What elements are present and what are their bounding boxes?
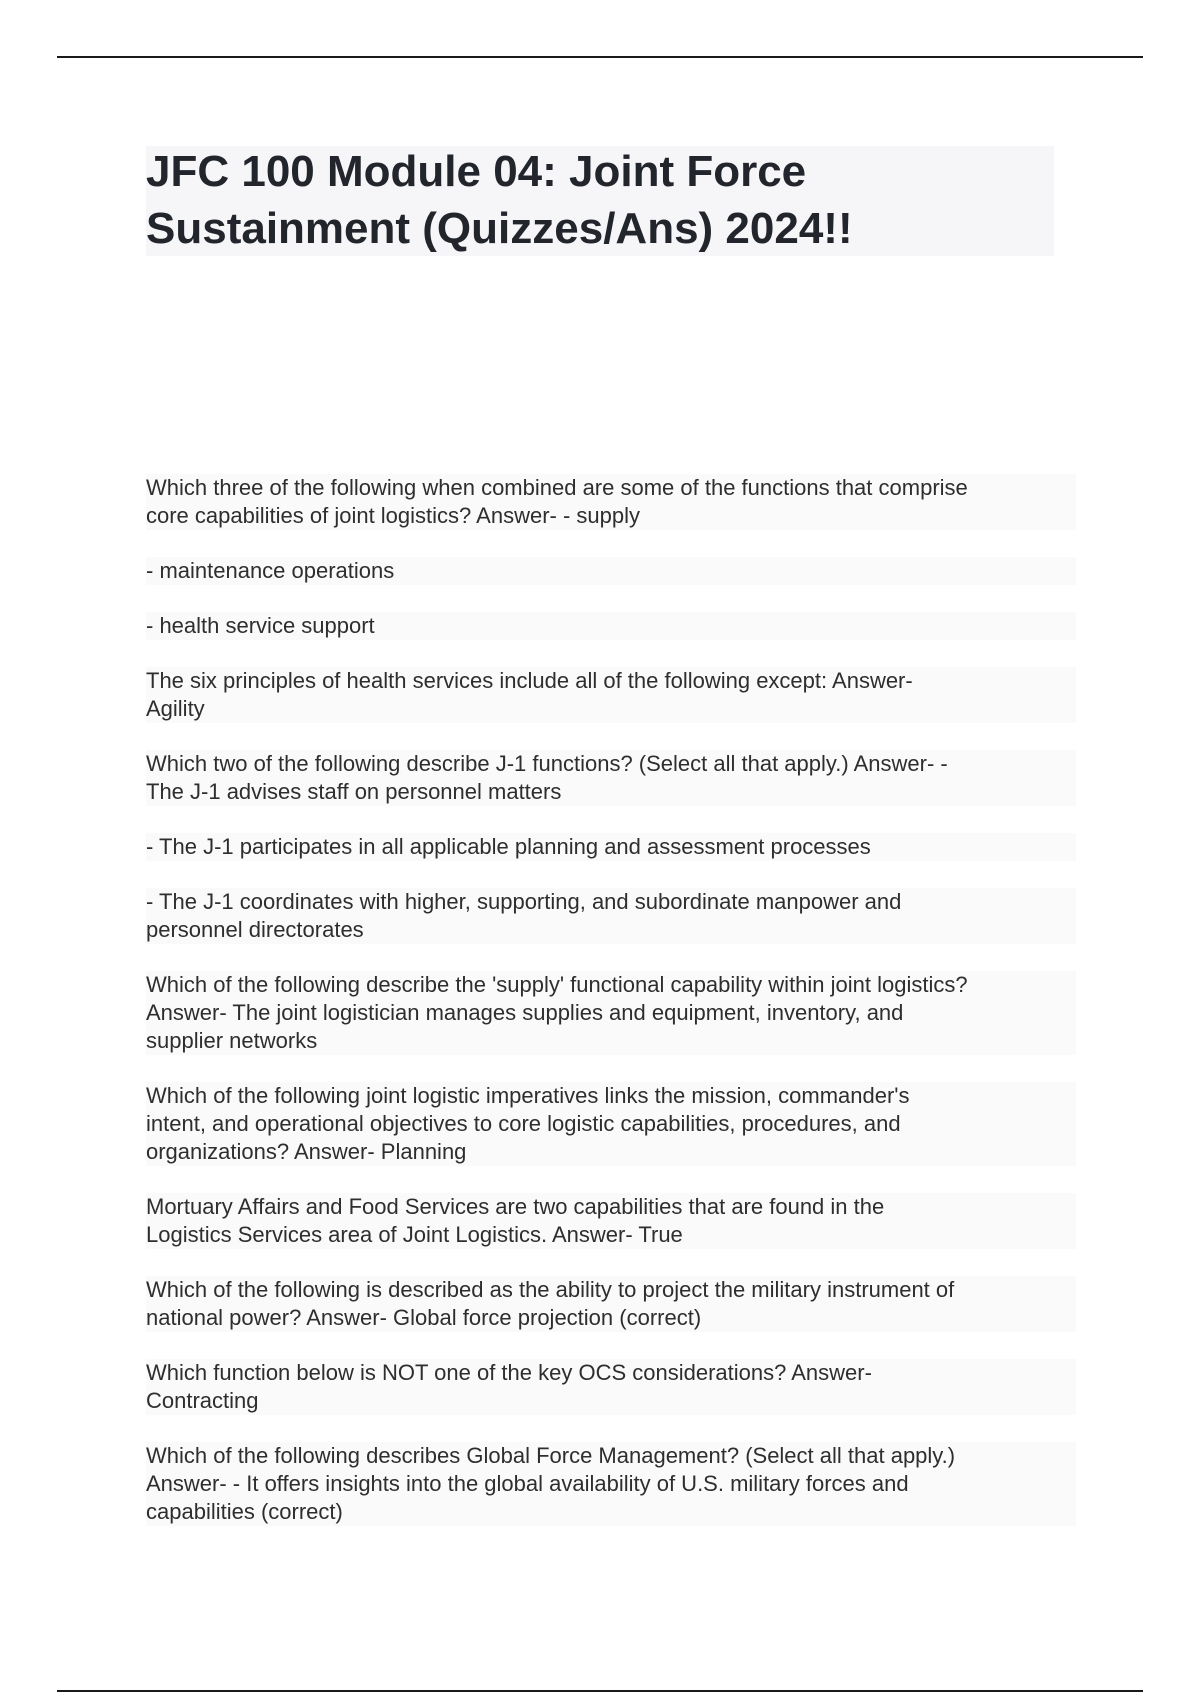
bottom-rule <box>57 1690 1143 1692</box>
text-line: Which two of the following describe J-1 functions? (Select all that apply.) Answer- - <box>146 751 948 776</box>
qa-paragraph-1 <box>146 474 1076 530</box>
text-line: Which of the following describe the 'supply' functional capability within joint logistics? <box>146 972 968 997</box>
text-line: Which function below is NOT one of the key OCS considerations? Answer- <box>146 1360 872 1385</box>
qa-paragraph-5 <box>146 750 1076 806</box>
text-line: intent, and operational objectives to core logistic capabilities, procedures, and <box>146 1111 901 1136</box>
quiz-content <box>146 474 1076 1553</box>
title-line-2: Sustainment (Quizzes/Ans) 2024!! <box>146 204 853 253</box>
text-line: core capabilities of joint logistics? Answer- - supply <box>146 503 641 528</box>
text-line: Agility <box>146 696 205 721</box>
text-line: national power? Answer- Global force projection (correct) <box>146 1305 702 1330</box>
qa-paragraph-7 <box>146 888 1076 944</box>
qa-paragraph-9 <box>146 1082 1076 1166</box>
text-line: The J-1 advises staff on personnel matters <box>146 779 562 804</box>
title-line-1: JFC 100 Module 04: Joint Force <box>146 147 807 196</box>
qa-paragraph-13 <box>146 1442 1076 1526</box>
qa-paragraph-11 <box>146 1276 1076 1332</box>
text-line: Which three of the following when combined are some of the functions that comprise <box>146 475 968 500</box>
text-line: - maintenance operations <box>146 558 395 583</box>
text-line: Answer- The joint logistician manages supplies and equipment, inventory, and <box>146 1000 904 1025</box>
qa-paragraph-10 <box>146 1193 1076 1249</box>
text-line: Answer- - It offers insights into the global availability of U.S. military forces and <box>146 1471 909 1496</box>
text-line: organizations? Answer- Planning <box>146 1139 467 1164</box>
qa-paragraph-4 <box>146 667 1076 723</box>
qa-paragraph-12 <box>146 1359 1076 1415</box>
text-line: The six principles of health services include all of the following except: Answer- <box>146 668 913 693</box>
qa-paragraph-8 <box>146 971 1076 1055</box>
top-rule <box>57 56 1143 58</box>
text-line: Which of the following is described as the ability to project the military instrument of <box>146 1277 955 1302</box>
qa-paragraph-3 <box>146 612 1076 640</box>
text-line: - health service support <box>146 613 375 638</box>
text-line: supplier networks <box>146 1028 318 1053</box>
text-line: Which of the following joint logistic imperatives links the mission, commander's <box>146 1083 910 1108</box>
text-line: capabilities (correct) <box>146 1499 343 1524</box>
text-line: Which of the following describes Global Force Management? (Select all that apply.) <box>146 1443 956 1468</box>
qa-paragraph-6 <box>146 833 1076 861</box>
page-title <box>146 143 1066 257</box>
qa-paragraph-2 <box>146 557 1076 585</box>
text-line: Contracting <box>146 1388 259 1413</box>
text-line: - The J-1 coordinates with higher, supporting, and subordinate manpower and <box>146 889 902 914</box>
text-line: Mortuary Affairs and Food Services are two capabilities that are found in the <box>146 1194 885 1219</box>
text-line: - The J-1 participates in all applicable planning and assessment processes <box>146 834 871 859</box>
text-line: personnel directorates <box>146 917 364 942</box>
text-line: Logistics Services area of Joint Logistics. Answer- True <box>146 1222 683 1247</box>
